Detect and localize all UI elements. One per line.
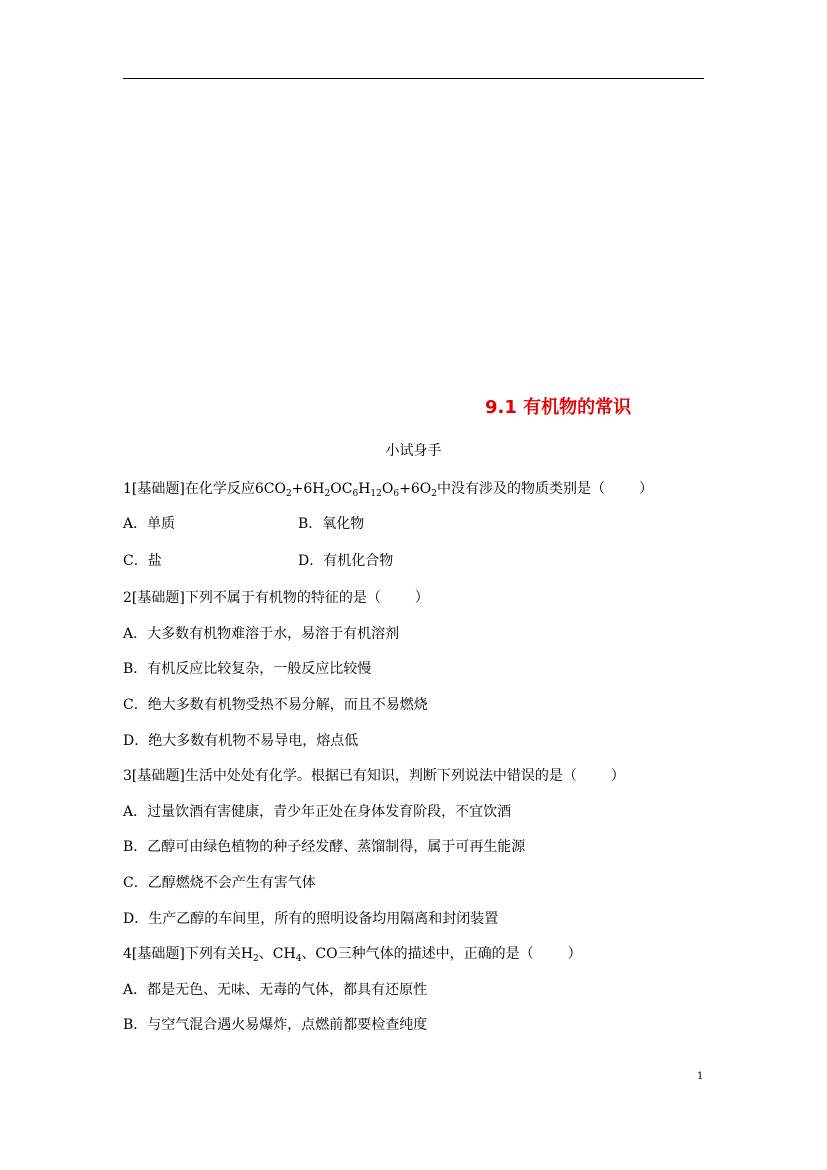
question-2-option-c: C．绝大多数有机物受热不易分解，而且不易燃烧 [123,697,428,713]
question-1-option-d: D．有机化合物 [298,553,394,569]
question-1-stem: 1[基础题]在化学反应$6CO_2+6H_2OC_6H_{12}O_6+6O_2$中没有涉及的物质类别是（ ） [123,481,653,499]
question-2-option-a: A．大多数有机物难溶于水，易溶于有机溶剂 [123,626,400,642]
question-3-option-a: A．过量饮酒有害健康，青少年正处在身体发育阶段，不宜饮酒 [123,804,512,820]
question-3-stem: 3[基础题]生活中处处有化学。根据已有知识，判断下列说法中错误的是（ ） [123,768,625,784]
question-3-option-b: B．乙醇可由绿色植物的种子经发酵、蒸馏制得，属于可再生能源 [123,839,526,855]
page-number: 1 [697,1071,704,1082]
question-1-option-c: C．盐 [123,553,162,569]
question-2-option-d: D．绝大多数有机物不易导电，熔点低 [123,733,359,749]
question-4-option-a: A．都是无色、无味、无毒的气体，都具有还原性 [123,982,428,998]
question-3-option-c: C．乙醇燃烧不会产生有害气体 [123,875,316,891]
question-1-option-b: B．氧化物 [298,516,365,532]
question-2-option-b: B．有机反应比较复杂，一般反应比较慢 [123,661,372,677]
header-rule [123,78,704,79]
question-4-option-b: B．与空气混合遇火易爆炸，点燃前都要检查纯度 [123,1017,428,1033]
question-3-option-d: D．生产乙醇的车间里，所有的照明设备均用隔离和封闭装置 [123,911,499,927]
section-subtitle: 小试身手 [385,443,442,459]
page-title: 9.1 有机物的常识 [485,397,632,418]
question-2-stem: 2[基础题]下列不属于有机物的特征的是（ ） [123,590,429,606]
question-1-option-a: A．单质 [123,516,176,532]
question-4-stem: 4[基础题]下列有关$H_2$、$CH_4$、CO三种气体的描述中，正确的是（ ） [123,946,582,964]
